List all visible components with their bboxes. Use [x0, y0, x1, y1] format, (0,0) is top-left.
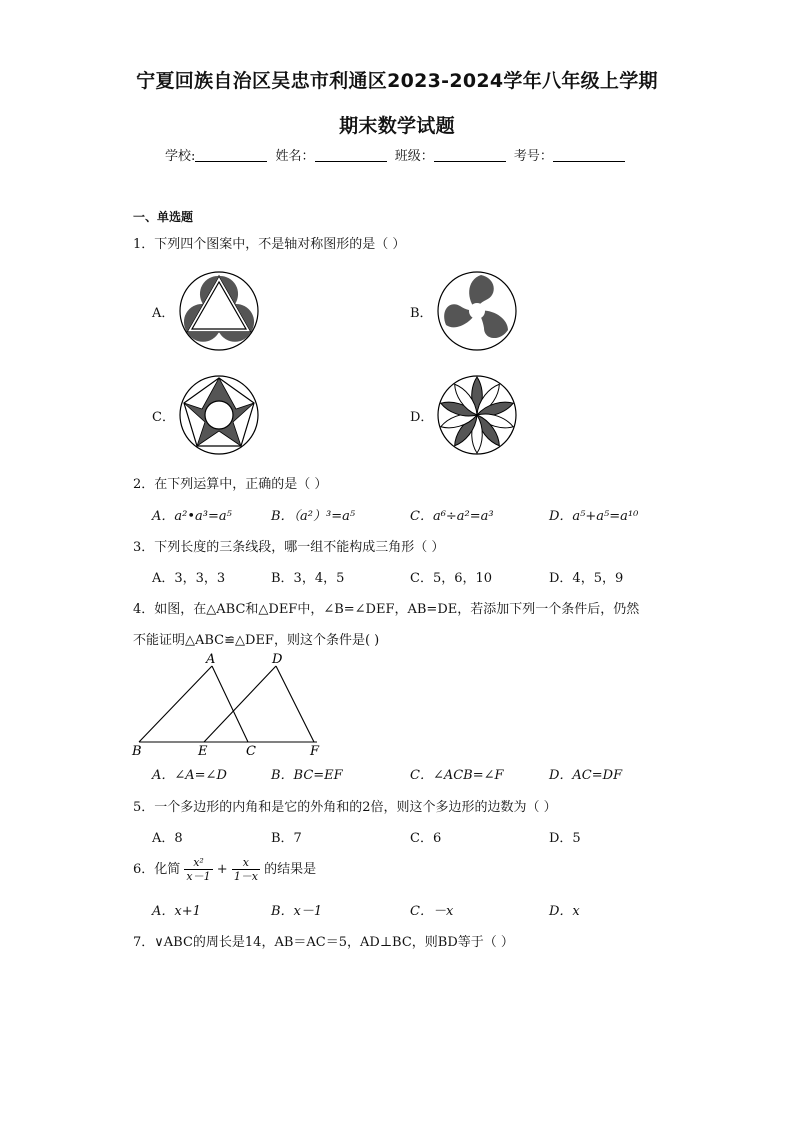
student-info-line: [165, 145, 629, 164]
q1-option-d-label: D．: [410, 410, 434, 425]
q3-option-d: D．4，5，9: [549, 571, 624, 586]
q1-option-b-label: B．: [410, 306, 433, 321]
exam-number-blank[interactable]: [553, 148, 625, 162]
q2-option-c: C．a⁶÷a²=a³: [410, 509, 494, 524]
q2-option-d: D．a⁵+a⁵=a¹⁰: [549, 509, 639, 524]
label-b: B: [132, 744, 142, 759]
q6-option-d: D．x: [549, 904, 580, 919]
q3-option-b: B．3，4，5: [271, 571, 345, 586]
label-f: F: [310, 744, 320, 759]
q5-option-a: A．8: [152, 831, 183, 846]
question-4-stem-line1: 4．如图，在△ABC和△DEF中，∠B=∠DEF，AB=DE，若添加下列一个条件后，仍然: [133, 602, 640, 617]
question-5-stem: 5．一个多边形的内角和是它的外角和的2倍，则这个多边形的边数为（ ）: [133, 800, 557, 815]
q6-frac1-denominator: x－1: [186, 870, 211, 883]
q6-fraction-2: [232, 856, 260, 883]
label-c: C: [246, 744, 256, 759]
q6-frac2-denominator: 1－x: [233, 870, 259, 883]
q6-fraction-1: [184, 856, 212, 883]
q2-option-a: A．a²•a³=a⁵: [152, 509, 232, 524]
name-blank[interactable]: [315, 148, 387, 162]
question-6-stem: [133, 856, 316, 883]
label-e: E: [198, 744, 208, 759]
q6-option-a: A．x+1: [152, 904, 201, 919]
q3-option-a: A．3，3，3: [152, 571, 226, 586]
q4-option-c: C．∠ACB=∠F: [410, 768, 504, 783]
question-2-stem: 2．在下列运算中，正确的是（ ）: [133, 477, 328, 492]
q3-option-c: C．5，6，10: [410, 571, 493, 586]
q6-plus: +: [216, 862, 228, 877]
name-label: 姓名：: [275, 149, 315, 164]
school-label: 学校:: [165, 149, 196, 164]
q1-figure-a: [178, 270, 260, 352]
q6-option-c: C．－x: [410, 904, 454, 919]
question-7-stem: 7．∨ABC的周长是14，AB＝AC＝5，AD⊥BC，则BD等于（ ）: [133, 935, 514, 950]
q1-option-c-label: C．: [152, 410, 175, 425]
question-1-stem: 1．下列四个图案中，不是轴对称图形的是（ ）: [133, 237, 406, 252]
q5-option-b: B．7: [271, 831, 302, 846]
q5-option-d: D．5: [549, 831, 581, 846]
class-label: 班级：: [394, 149, 434, 164]
q4-option-a: A．∠A=∠D: [152, 768, 227, 783]
q5-option-c: C．6: [410, 831, 442, 846]
q6-frac1-numerator: x²: [184, 856, 212, 870]
label-a: A: [206, 652, 216, 667]
q4-option-b: B．BC=EF: [271, 768, 343, 783]
q6-suffix: 的结果是: [264, 862, 317, 877]
q4-triangle-figure: [130, 650, 330, 762]
q6-option-b: B．x－1: [271, 904, 323, 919]
section-title: 一、单选题: [133, 210, 194, 224]
class-blank[interactable]: [434, 148, 506, 162]
label-d: D: [272, 652, 283, 667]
q2-option-b: B．（a²）³=a⁵: [271, 509, 356, 524]
school-blank[interactable]: [195, 148, 267, 162]
q4-option-d: D．AC=DF: [549, 768, 623, 783]
q1-figure-b: [436, 270, 518, 352]
q6-frac2-numerator: x: [232, 856, 260, 870]
exam-title-line2: 期末数学试题: [339, 115, 455, 137]
q1-figure-c: [178, 374, 260, 456]
q1-figure-d: [436, 374, 518, 456]
question-3-stem: 3．下列长度的三条线段，哪一组不能构成三角形（ ）: [133, 540, 445, 555]
exam-number-label: 考号：: [513, 149, 553, 164]
q1-option-a-label: A．: [152, 306, 175, 321]
question-4-stem-line2: 不能证明△ABC≌△DEF，则这个条件是( ): [133, 633, 380, 648]
q6-prefix: 6．化简: [133, 862, 181, 877]
exam-title-line1: 宁夏回族自治区吴忠市利通区2023-2024学年八年级上学期: [136, 70, 658, 92]
